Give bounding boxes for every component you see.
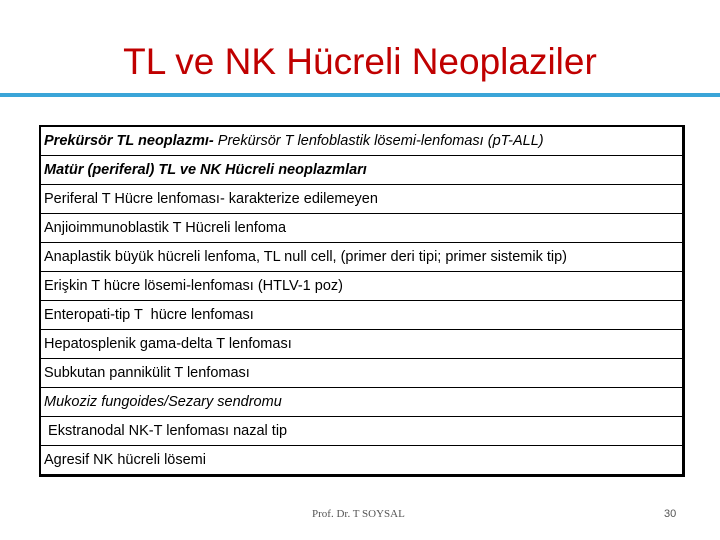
row-heading: Matür (periferal) TL ve NK Hücreli neoplazmları (44, 162, 367, 178)
page-number: 30 (664, 508, 677, 520)
row-text: Enteropati-tip T hücre lenfoması (44, 307, 254, 323)
table-row-mature-heading (41, 156, 682, 185)
slide-footer (0, 508, 720, 524)
row-text: Hepatosplenik gama-delta T lenfoması (44, 336, 292, 352)
table-row (41, 214, 682, 243)
table-row (41, 446, 682, 474)
neoplasm-list-table (39, 125, 685, 477)
footer-author: Prof. Dr. T SOYSAL (312, 508, 405, 520)
row-text: Ekstranodal NK-T lenfoması nazal tip (44, 423, 288, 439)
row-text: Erişkin T hücre lösemi-lenfoması (HTLV-1 poz) (44, 278, 343, 294)
table-row (41, 388, 682, 417)
row-text: Subkutan pannikülit T lenfoması (44, 365, 250, 381)
table-row-precursor (41, 127, 682, 156)
row-heading: Prekürsör TL neoplazmı- (44, 133, 214, 149)
row-text: Mukoziz fungoides/Sezary sendromu (44, 394, 282, 410)
table-row (41, 272, 682, 301)
table-row (41, 417, 682, 446)
row-text: Anaplastik büyük hücreli lenfoma, TL null cell, (primer deri tipi; primer sistemik tip) (44, 249, 567, 265)
row-text: Periferal T Hücre lenfoması- karakterize edilemeyen (44, 191, 378, 207)
table-row (41, 185, 682, 214)
table-row (41, 359, 682, 388)
title-divider (0, 93, 720, 97)
table-row (41, 330, 682, 359)
row-text: Prekürsör T lenfoblastik lösemi-lenfoması (pT-ALL) (213, 133, 544, 149)
row-text: Agresif NK hücreli lösemi (44, 452, 206, 468)
table-row (41, 243, 682, 272)
row-text: Anjioimmunoblastik T Hücreli lenfoma (44, 220, 287, 236)
slide-title: TL ve NK Hücreli Neoplaziler (123, 41, 597, 82)
table-row (41, 301, 682, 330)
